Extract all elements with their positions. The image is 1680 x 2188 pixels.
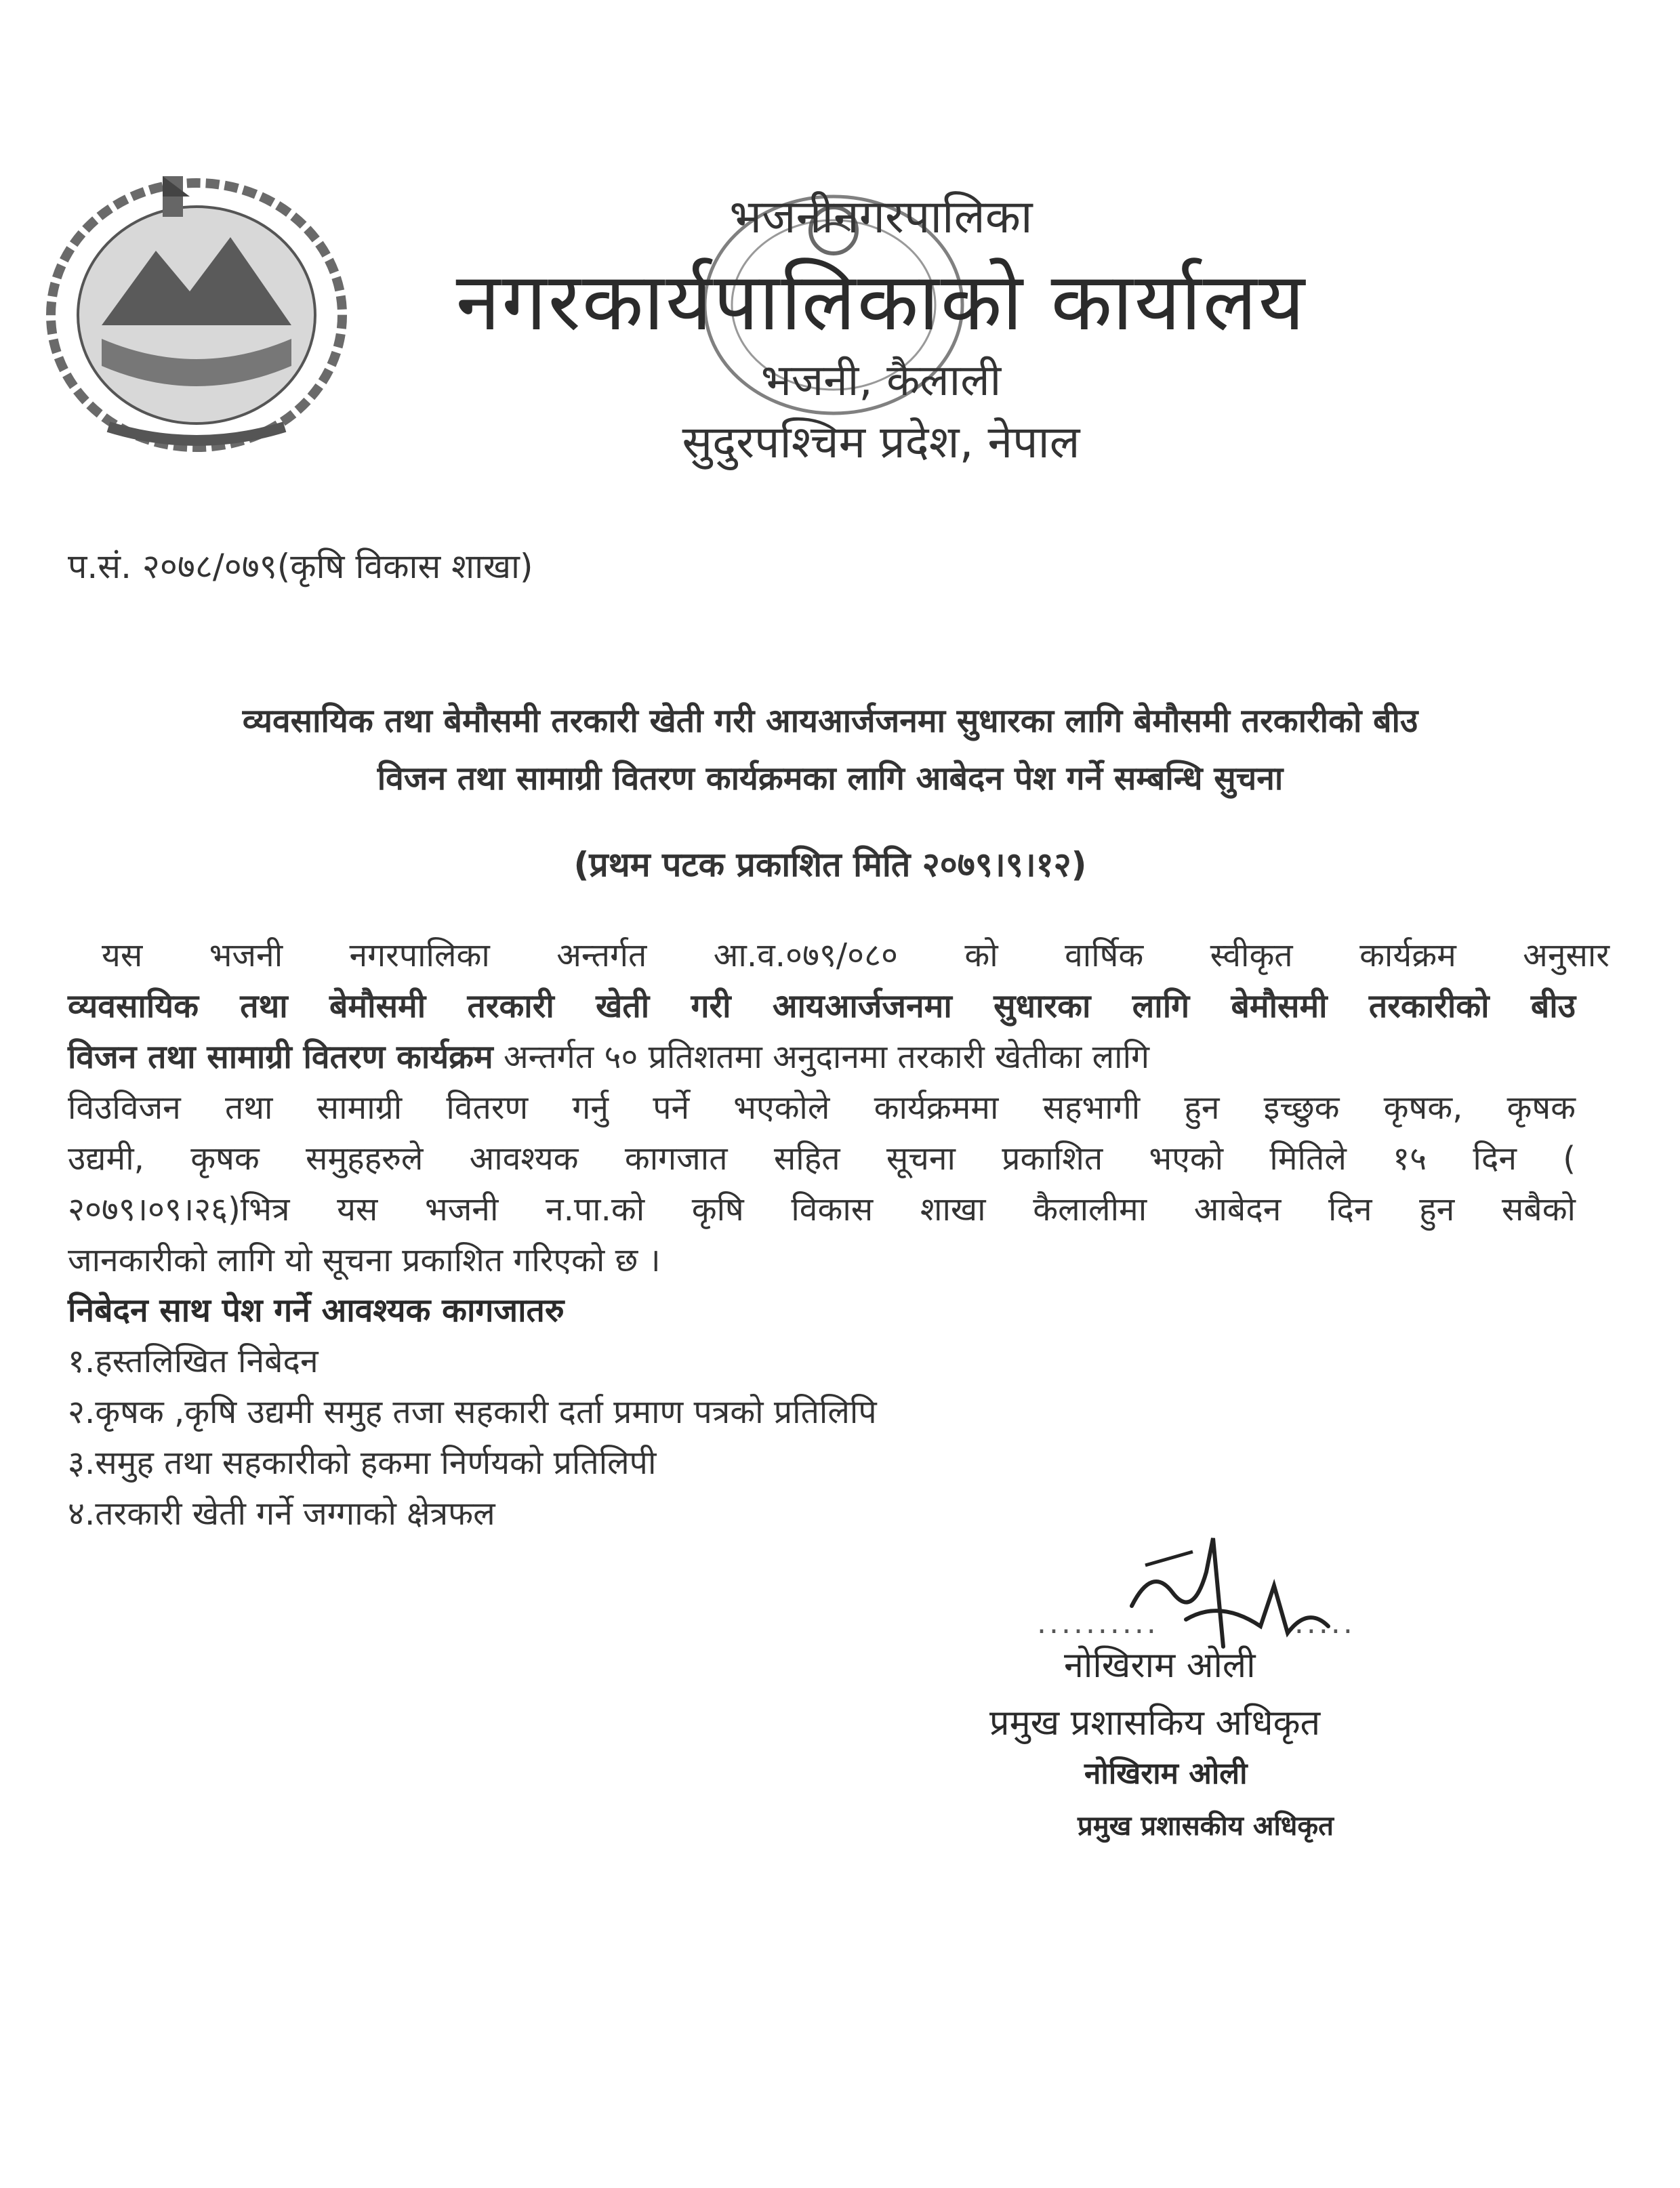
document-item: १.हस्तलिखित निबेदन [68,1342,319,1380]
body-line-5: उद्यमी, कृषक समुहहरुले आवश्यक कागजात सहित सूचना प्रकाशित भएको मितिले १५ दिन ( [68,1140,1576,1178]
body-line-6: २०७९।०९।२६)भित्र यस भजनी न.पा.को कृषि विकास शाखा कैलालीमा आबेदन दिन हुन सबैको [68,1191,1576,1229]
body-line-3-rest: अन्तर्गत ५० प्रतिशतमा अनुदानमा तरकारी खेतीका लागि [493,1038,1150,1076]
body-line-2: व्यवसायिक तथा बेमौसमी तरकारी खेती गरी आयआर्जजनमा सुधारका लागि बेमौसमी तरकारीको बीउ [68,987,1576,1025]
municipality-name: भजनीनगरपालिका [729,190,1033,244]
body-line-4: विउविजन तथा सामाग्री वितरण गर्नु पर्ने भएकोले कार्यक्रममा सहभागी हुन इच्छुक कृषक, कृषक [68,1089,1576,1127]
signature-dots-right: ..... [1294,1606,1355,1640]
province-country: सुदुरपश्चिम प्रदेश, नेपाल [682,416,1080,468]
body-line-1: यस भजनी नगरपालिका अन्तर्गत आ.व.०७९/०८० को वार्षिक स्वीकृत कार्यक्रम अनुसार [102,936,1610,974]
notice-title-line2: विजन तथा सामाग्री वितरण कार्यक्रमका लागि आबेदन पेश गर्ने सम्बन्धि सुचना [377,760,1284,798]
document-item: २.कृषक ,कृषि उद्यमी समुह तजा सहकारी दर्ता प्रमाण पत्रको प्रतिलिपि [68,1393,877,1431]
title-stamp: प्रमुख प्रशासकीय अधिकृत [1078,1811,1334,1842]
office-title: नगरकार्यपालिकाको कार्यालय [455,255,1307,348]
signature-dotted-line [1037,1606,1355,1640]
signatory-title: प्रमुख प्रशासकिय अधिकृत [989,1703,1321,1743]
nepal-emblem-logo [27,163,366,461]
notice-title-line1: व्यवसायिक तथा बेमौसमी तरकारी खेती गरी आयआर्जजनमा सुधारका लागि बेमौसमी तरकारीको बीउ [242,702,1418,740]
signature-dots-left: .......... [1037,1606,1159,1640]
body-line-3-bold: विजन तथा सामाग्री वितरण कार्यक्रम [68,1038,493,1076]
body-line-7: जानकारीको लागि यो सूचना प्रकाशित गरिएको छ । [68,1241,661,1279]
reference-number: प.सं. २०७८/०७९(कृषि विकास शाखा) [68,547,533,586]
name-stamp: नोखिराम ओली [1084,1756,1248,1791]
documents-heading: निबेदन साथ पेश गर्ने आवश्यक कागजातरु [68,1292,565,1329]
signatory-name: नोखिराम ओली [1064,1645,1256,1686]
document-item: ४.तरकारी खेती गर्ने जग्गाको क्षेत्रफल [68,1495,495,1533]
published-date: (प्रथम पटक प्रकाशित मिति २०७९।९।१२) [573,845,1087,884]
body-line-3 [68,1037,1576,1077]
office-location: भजनी, कैलाली [760,356,1002,406]
document-item: ३.समुह तथा सहकारीको हकमा निर्णयको प्रतिलिपी [68,1444,657,1482]
